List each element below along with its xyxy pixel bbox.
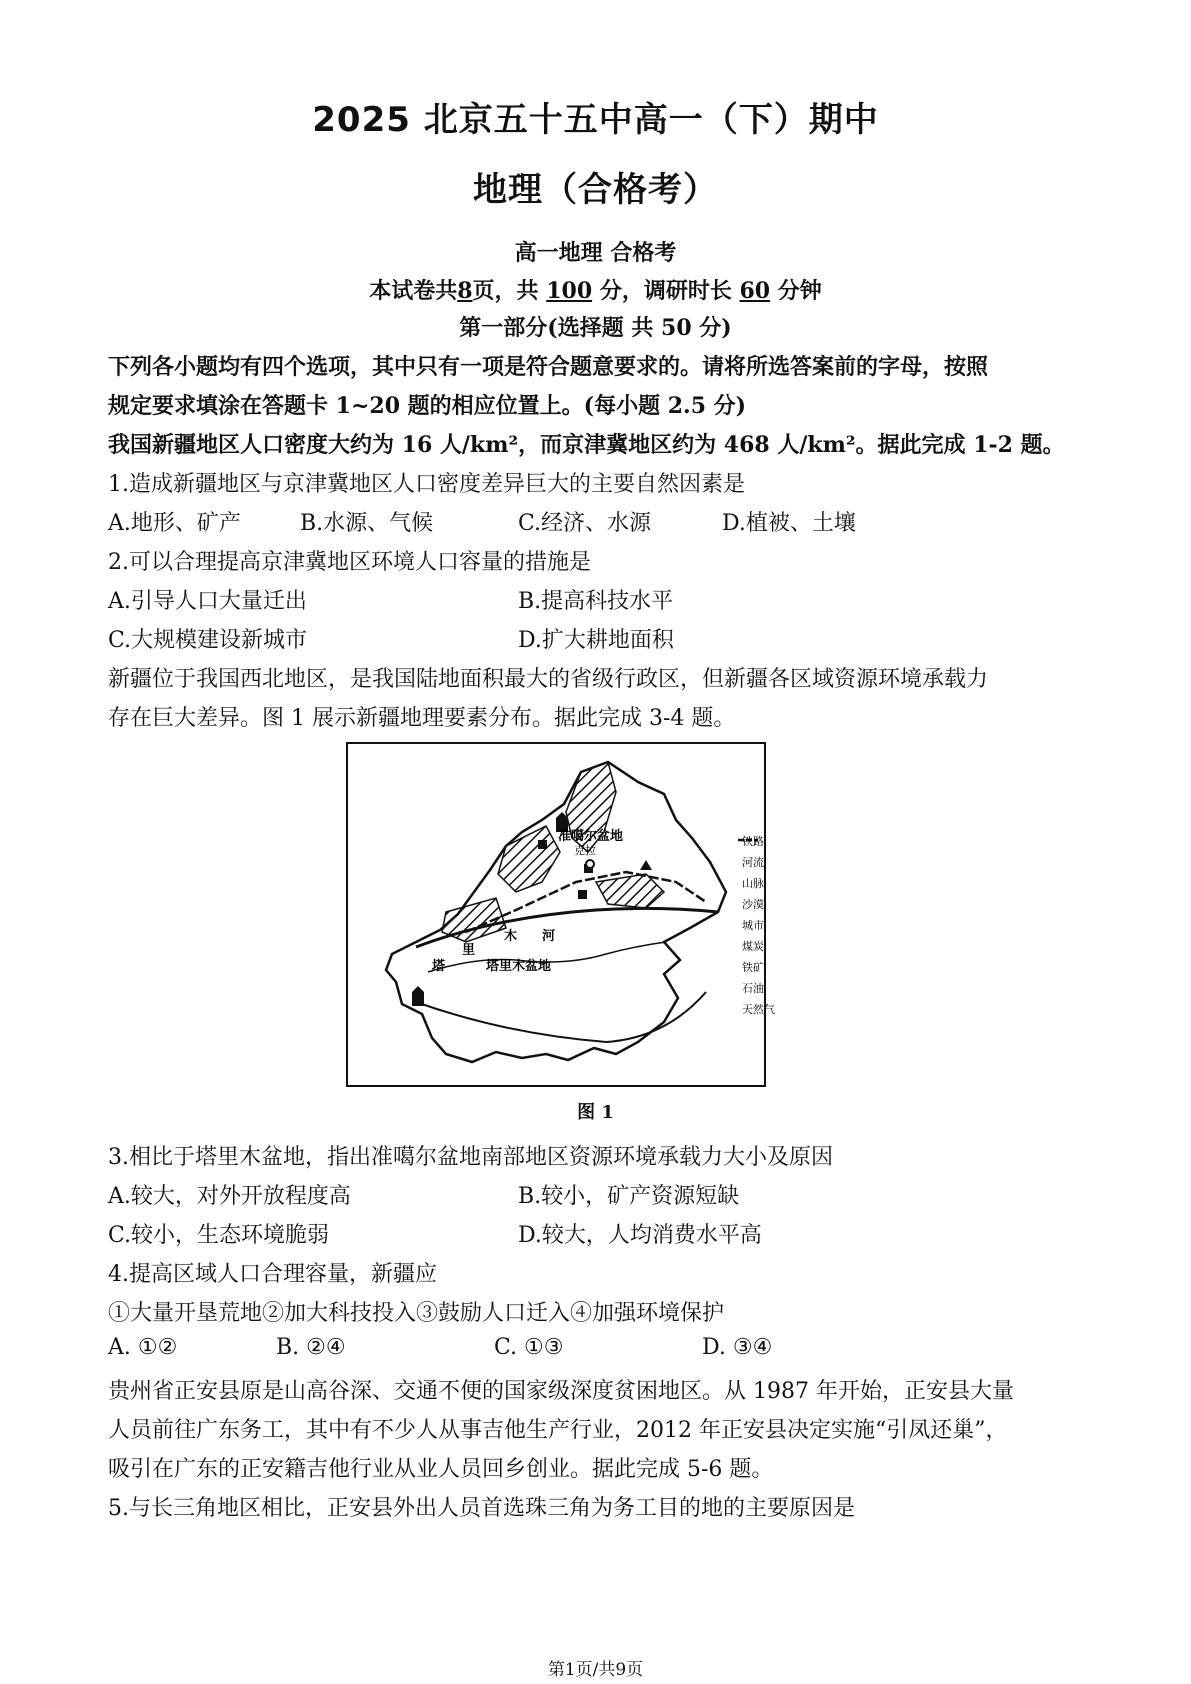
map-legend	[738, 834, 775, 1016]
page-subtitle: 地理（合格考）	[473, 170, 718, 210]
q2-stem: 2.可以合理提高京津冀地区环境人口容量的措施是	[108, 550, 591, 575]
city-label: 克拉	[574, 844, 596, 857]
q1-stem: 1.造成新疆地区与京津冀地区人口密度差异巨大的主要自然因素是	[108, 472, 745, 497]
header-info	[0, 274, 1191, 305]
q4-stem: 4.提高区域人口合理容量，新疆应	[108, 1262, 437, 1287]
ta-label: 塔	[432, 959, 446, 974]
info-mid2: 分，调研时长	[599, 278, 732, 304]
q3-option-c: C.较小，生态环境脆弱	[108, 1223, 330, 1248]
q1-option-d: D.植被、土壤	[722, 511, 856, 536]
q2-option-d: D.扩大耕地面积	[518, 628, 674, 653]
q4-option-b: B. ②④	[276, 1335, 346, 1360]
intro-5-6-line2: 人员前往广东务工，其中有不少人从事吉他生产行业，2012 年正安县决定实施“引凤还巢”，	[108, 1418, 1008, 1443]
intro-3-4-line2: 存在巨大差异。图 1 展示新疆地理要素分布。据此完成 3-4 题。	[108, 706, 736, 731]
legend-railway: 铁路	[742, 835, 764, 848]
legend-city: 城市	[742, 919, 764, 932]
info-score: 100	[546, 278, 593, 304]
q1-option-c: C.经济、水源	[518, 511, 652, 536]
xinjiang-map-figure	[346, 742, 775, 1087]
river-label-he: 河	[542, 929, 556, 944]
instructions-line2: 规定要求填涂在答题卡 1~20 题的相应位置上。(每小题 2.5 分)	[108, 393, 747, 419]
legend-iron: 铁矿	[742, 961, 764, 974]
intro-1-2: 我国新疆地区人口密度大约为 16 人/km²，而京津冀地区约为 468 人/km²。据此完成 1-2 题。	[108, 432, 1065, 458]
coal-symbol-3	[578, 890, 587, 899]
river-label-mu: 木	[504, 929, 518, 944]
legend-mountain: 山脉	[742, 877, 764, 890]
intro-5-6-line1: 贵州省正安县原是山高谷深、交通不便的国家级深度贫困地区。从 1987 年开始，正安县大量	[108, 1379, 1014, 1404]
tarim-basin-label: 塔里木盆地	[486, 959, 552, 974]
q4-option-a: A. ①②	[108, 1335, 178, 1360]
city-symbol	[586, 860, 594, 868]
q2-option-a: A.引导人口大量迁出	[108, 589, 307, 614]
q3-option-a: A.较大，对外开放程度高	[108, 1184, 351, 1209]
figure-caption: 图 1	[577, 1102, 614, 1123]
info-prefix: 本试卷共	[369, 278, 458, 304]
q2-option-b: B.提高科技水平	[518, 589, 674, 614]
q5-stem: 5.与长三角地区相比，正安县外出人员首选珠三角为务工目的地的主要原因是	[108, 1496, 855, 1521]
junggar-basin-label: 准噶尔盆地	[558, 829, 624, 844]
instructions-line1: 下列各小题均有四个选项，其中只有一项是符合题意要求的。请将所选答案前的字母，按照	[108, 354, 989, 380]
river-label-li: 里	[462, 943, 476, 958]
legend-gas: 天然气	[742, 1003, 775, 1016]
page-title: 2025 北京五十五中高一（下）期中	[312, 100, 879, 140]
intro-5-6-line3: 吸引在广东的正安籍吉他行业从业人员回乡创业。据此完成 5-6 题。	[108, 1457, 774, 1482]
q4-option-d: D. ③④	[702, 1335, 773, 1360]
q1-option-b: B.水源、气候	[300, 511, 434, 536]
info-mid1: 页，共	[472, 278, 539, 304]
q2-option-c: C.大规模建设新城市	[108, 628, 308, 653]
coal-symbol-1	[538, 840, 547, 849]
legend-desert: 沙漠	[742, 898, 764, 911]
part1-heading: 第一部分(选择题 共 50 分)	[459, 315, 732, 341]
q3-option-b: B.较小，矿产资源短缺	[518, 1184, 740, 1209]
q3-option-d: D.较大，人均消费水平高	[518, 1223, 762, 1248]
legend-coal: 煤炭	[742, 940, 764, 953]
legend-oil: 石油	[742, 982, 764, 995]
q4-items: ①大量开垦荒地②加大科技投入③鼓励人口迁入④加强环境保护	[108, 1301, 725, 1326]
header-line1: 高一地理 合格考	[514, 240, 677, 266]
page-footer: 第1页/共9页	[547, 1660, 644, 1680]
q3-stem: 3.相比于塔里木盆地，指出准噶尔盆地南部地区资源环境承载力大小及原因	[108, 1145, 833, 1170]
intro-3-4-line1: 新疆位于我国西北地区，是我国陆地面积最大的省级行政区，但新疆各区域资源环境承载力	[108, 667, 989, 692]
legend-river: 河流	[742, 856, 764, 869]
q1-option-a: A.地形、矿产	[108, 511, 241, 536]
info-minutes: 60	[739, 278, 771, 304]
q4-option-c: C. ①③	[494, 1335, 564, 1360]
info-pages: 8	[457, 278, 473, 304]
info-suffix: 分钟	[777, 278, 822, 304]
